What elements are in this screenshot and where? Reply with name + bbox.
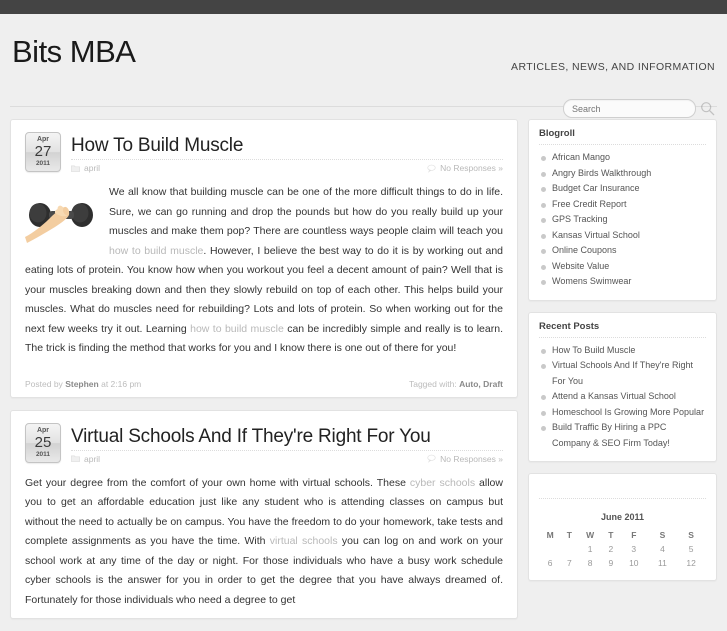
post-body-link-2[interactable]: virtual schools <box>269 535 338 547</box>
date-month: Apr <box>36 136 50 143</box>
post-article <box>10 119 518 398</box>
site-header <box>10 14 717 107</box>
folder-icon <box>71 454 80 463</box>
blogroll-link[interactable]: Website Value <box>552 260 610 271</box>
blogroll-link[interactable]: GPS Tracking <box>552 214 608 224</box>
post-title[interactable]: Virtual Schools And If They're Right For You <box>71 425 431 447</box>
widget-title-recent-posts: Recent Posts <box>539 321 706 338</box>
date-month: Apr <box>36 426 50 434</box>
post-footer <box>25 373 503 389</box>
calendar-day <box>561 542 577 556</box>
post-article <box>10 410 518 620</box>
post-category[interactable] <box>71 454 100 464</box>
recent-post-link[interactable]: Virtual Schools And If They're Right For You <box>552 360 693 386</box>
date-day: 25 <box>34 433 52 451</box>
search-input[interactable] <box>563 99 696 118</box>
tagged-with-prefix: Tagged with: <box>408 378 457 389</box>
post-category-label: april <box>84 163 101 173</box>
recent-post-link[interactable]: Build Traffic By Hiring a PPC Company & SEO Firm Today! <box>552 422 670 448</box>
main-layout <box>10 107 717 631</box>
post-header-right <box>71 423 503 464</box>
list-item[interactable] <box>539 259 706 275</box>
post-body-link-1[interactable]: how to build muscle <box>109 244 204 257</box>
calendar-weekday: M <box>546 530 554 540</box>
blogroll-link[interactable]: Free Credit Report <box>552 198 627 209</box>
calendar-weekday: T <box>608 530 614 540</box>
post-header <box>25 132 503 173</box>
blogroll-link[interactable]: African Mango <box>552 152 611 162</box>
calendar-weekday: S <box>659 530 666 540</box>
post-tags[interactable]: Auto, Draft <box>459 378 503 389</box>
calendar-day: 2 <box>608 544 614 554</box>
site-description: ARTICLES, NEWS, AND INFORMATION <box>511 61 715 73</box>
folder-icon <box>71 164 80 173</box>
comment-bubble-icon <box>427 164 436 173</box>
calendar-day: 10 <box>629 558 639 568</box>
calendar-day: 3 <box>631 544 637 554</box>
calendar-day: 6 <box>547 558 553 568</box>
post-body-link-2[interactable]: how to build muscle <box>190 322 284 335</box>
posted-by-prefix: Posted by <box>25 378 63 389</box>
calendar-weekday: T <box>566 530 572 540</box>
calendar-weekday: W <box>586 530 595 540</box>
blogroll-link[interactable]: Angry Birds Walkthrough <box>552 167 652 178</box>
calendar-day: 12 <box>686 558 696 568</box>
post-body-text-2: allow you to get an affordable education just like any student who is attending classes on campus but without the need to actually be on campus. You have the freedom to do your homework, take tests and complete assignments as you have the time. With <box>25 476 503 547</box>
post-body-text-3: can be incredibly simple and really is to learn. The trick is finding the method that works for you and I know there is one out of there for you! <box>25 322 503 354</box>
sidebar <box>528 119 717 592</box>
post-header <box>25 423 503 464</box>
post-body-text-1: Get your degree from the comfort of your own home with virtual schools. These <box>25 476 410 489</box>
list-item[interactable] <box>539 212 706 228</box>
calendar-day: 7 <box>567 558 572 568</box>
calendar-weekday: F <box>631 530 637 540</box>
list-item[interactable] <box>539 181 706 197</box>
post-date-badge <box>25 132 61 172</box>
date-day: 27 <box>34 143 52 160</box>
calendar-day: 8 <box>587 558 593 568</box>
widget-title-calendar <box>539 482 706 499</box>
recent-post-link[interactable]: How To Build Muscle <box>552 344 636 355</box>
widget-title-blogroll: Blogroll <box>539 128 706 145</box>
post-body-text-1: We all know that building muscle can be one of the more difficult things to do in life. Sure, we can go running and drop the pounds but how do you really build up your muscles and make them pop? There are countless ways people claim will teach you <box>109 186 503 237</box>
calendar-week-row <box>539 556 706 570</box>
calendar-day <box>539 542 561 556</box>
calendar-day: 9 <box>608 558 614 568</box>
calendar-weekday-row <box>539 528 706 542</box>
comment-bubble-icon <box>427 454 436 463</box>
post-responses[interactable] <box>427 454 503 464</box>
list-item[interactable] <box>539 405 706 421</box>
post-responses-label: No Responses » <box>440 453 503 464</box>
calendar-weekday: S <box>688 530 694 540</box>
calendar-day: 4 <box>660 544 665 554</box>
site-title[interactable]: Bits MBA <box>12 34 136 69</box>
content-column <box>10 119 518 631</box>
blogroll-link[interactable]: Budget Car Insurance <box>552 183 640 193</box>
post-thumbnail <box>25 185 97 247</box>
calendar-table <box>539 528 706 570</box>
recent-posts-list <box>539 343 706 452</box>
search-form[interactable] <box>563 99 715 118</box>
list-item[interactable] <box>539 420 706 451</box>
post-body-link-1[interactable]: cyber schools <box>409 476 476 489</box>
list-item[interactable] <box>539 197 706 213</box>
dumbbell-image <box>25 185 97 247</box>
post-author[interactable]: Stephen <box>65 378 99 389</box>
list-item[interactable] <box>539 358 706 389</box>
post-author-line <box>25 379 141 389</box>
widget-calendar <box>528 473 717 581</box>
blogroll-link[interactable]: Kansas Virtual School <box>552 229 640 240</box>
post-body <box>25 474 503 611</box>
widget-recent-posts <box>528 312 717 463</box>
post-body-text-2: . However, I believe the best way to do it is by working out and eating lots of protein. You know how when you workout you feel a decent amount of pain? Well that is your muscles breaking down and then they slowly rebuild on top of each other. This helps build your muscles. What do muscles need for rebuilding? Lots and lots of protein. So when working out for the next few weeks try it out. Learning <box>25 244 503 335</box>
post-time: at 2:16 pm <box>101 378 142 389</box>
list-item[interactable] <box>539 243 706 259</box>
date-year: 2011 <box>35 450 51 458</box>
calendar-caption: June 2011 <box>600 512 645 522</box>
post-responses[interactable] <box>427 163 503 173</box>
recent-post-link[interactable]: Attend a Kansas Virtual School <box>552 391 676 401</box>
date-year: 2011 <box>35 160 51 167</box>
post-category[interactable] <box>71 163 100 173</box>
post-body <box>25 183 503 359</box>
list-item[interactable] <box>539 150 706 166</box>
blogroll-link[interactable]: Online Coupons <box>552 245 617 255</box>
list-item[interactable] <box>539 228 706 244</box>
calendar-day: 5 <box>688 544 694 554</box>
post-header-right <box>71 132 503 173</box>
calendar-day: 1 <box>587 544 593 554</box>
list-item[interactable] <box>539 389 706 405</box>
calendar-week-row <box>539 542 706 556</box>
blogroll-list <box>539 150 706 290</box>
post-responses-label: No Responses » <box>440 163 503 173</box>
top-dark-bar <box>0 0 727 14</box>
list-item[interactable] <box>539 274 706 290</box>
list-item[interactable] <box>539 343 706 359</box>
post-meta <box>71 450 503 464</box>
calendar-day: 11 <box>658 558 667 568</box>
post-title[interactable]: How To Build Muscle <box>71 135 244 156</box>
post-meta <box>71 159 503 173</box>
post-body-text-3: you can log on and work on your school work at any time of the day or night. For those individuals who have a busy work schedule cyber schools is the answer for you in order to get the degree that you have always dreamed of. Fortunately for those individuals who need a degree to get <box>25 535 503 606</box>
list-item[interactable] <box>539 166 706 182</box>
widget-blogroll <box>528 119 717 301</box>
post-tags-line <box>409 379 503 389</box>
search-icon[interactable] <box>700 101 715 116</box>
post-category-label: april <box>84 453 101 464</box>
recent-post-link[interactable]: Homeschool Is Growing More Popular <box>552 406 705 417</box>
post-date-badge <box>25 423 61 463</box>
blogroll-link[interactable]: Womens Swimwear <box>552 276 632 286</box>
page-container <box>10 14 717 631</box>
